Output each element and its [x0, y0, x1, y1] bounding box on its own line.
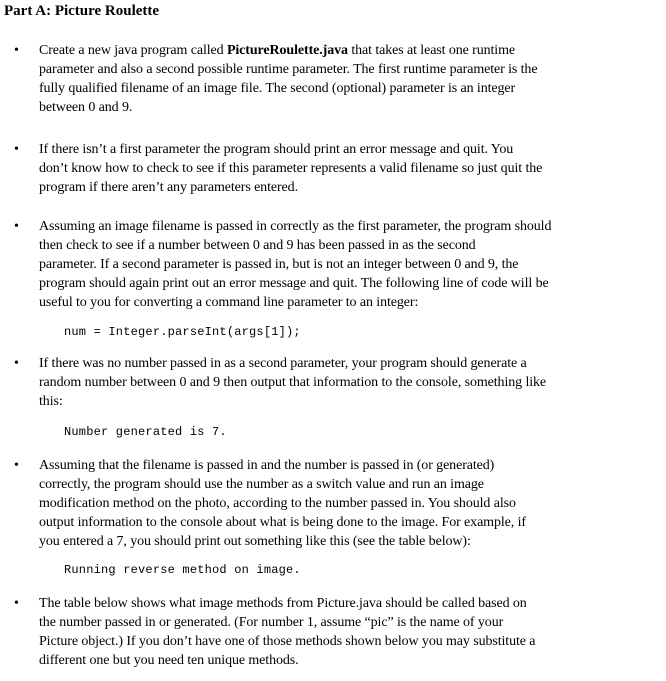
code-snippet-running-reverse: Running reverse method on image. [64, 563, 301, 577]
bullet-dot: • [14, 596, 19, 611]
bullet-dot: • [14, 458, 19, 473]
code-snippet-parseint: num = Integer.parseInt(args[1]); [64, 325, 301, 339]
text-line: between 0 and 9. [39, 100, 133, 115]
text-line: fully qualified filename of an image file. The second (optional) parameter is an integer [39, 81, 516, 96]
text-line: Assuming an image filename is passed in correctly as the first parameter, the program should [39, 219, 552, 234]
text-line: this: [39, 394, 63, 409]
text-line: don’t know how to check to see if this parameter represents a valid filename so just quit the [39, 161, 543, 176]
text-line: If there was no number passed in as a second parameter, your program should generate a [39, 356, 527, 371]
text-line: modification method on the photo, according to the number passed in. You should also [39, 496, 516, 511]
text-line: Create a new java program called PictureRoulette.java that takes at least one runtime [39, 43, 515, 58]
bullet-text [39, 354, 599, 411]
bullet-text [39, 41, 599, 117]
text-line: you entered a 7, you should print out something like this (see the table below): [39, 534, 471, 549]
code-snippet-number-generated: Number generated is 7. [64, 425, 227, 439]
text-line: The table below shows what image methods from Picture.java should be called based on [39, 596, 527, 611]
text-line: Assuming that the filename is passed in and the number is passed in (or generated) [39, 458, 495, 473]
text-line: random number between 0 and 9 then output that information to the console, something like [39, 375, 547, 390]
text-line: program should again print out an error message and quit. The following line of code will be [39, 276, 549, 291]
text-line: output information to the console about what is being done to the image. For example, if [39, 515, 526, 530]
bullet-text [39, 594, 599, 670]
text-line: If there isn’t a first parameter the program should print an error message and quit. You [39, 142, 514, 157]
section-title: Part A: Picture Roulette [4, 3, 160, 19]
text-line: then check to see if a number between 0 and 9 has been passed in as the second [39, 238, 476, 253]
text-line: Picture object.) If you don’t have one of those methods shown below you may substitute a [39, 634, 536, 649]
text-line: parameter and also a second possible runtime parameter. The first runtime parameter is the [39, 62, 538, 77]
bullet-dot: • [14, 219, 19, 234]
bullet-text [39, 456, 599, 551]
filename-emphasis: PictureRoulette.java [226, 43, 348, 58]
bullet-dot: • [14, 142, 19, 157]
bullet-text [39, 140, 599, 197]
text-line: correctly, the program should use the number as a switch value and run an image [39, 477, 484, 492]
text-line: different one but you need ten unique methods. [39, 653, 299, 668]
text-line: program if there aren’t any parameters entered. [39, 180, 298, 195]
bullet-text [39, 217, 599, 312]
text-line: parameter. If a second parameter is passed in, but is not an integer between 0 and 9, the [39, 257, 519, 272]
text-line: useful to you for converting a command line parameter to an integer: [39, 295, 419, 310]
bullet-dot: • [14, 43, 19, 58]
bullet-dot: • [14, 356, 19, 371]
text-line: the number passed in or generated. (For number 1, assume “pic” is the name of your [39, 615, 504, 630]
